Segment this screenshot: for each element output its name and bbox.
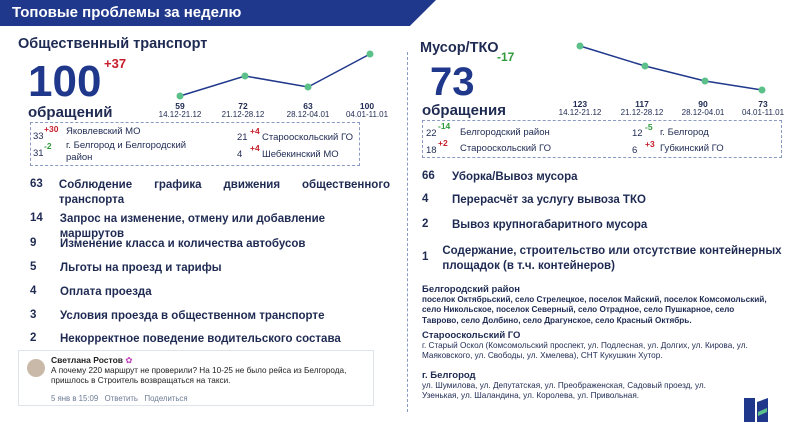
transport-district-delta: +4 [250, 126, 260, 136]
issue-text: Вывоз крупногабаритного мусора [452, 219, 648, 231]
transport-chart-label-1: 59 14.12-21.12 [158, 101, 202, 119]
garbage-district-name: Старооскольский ГО [460, 143, 551, 154]
garbage-district-name: Белгородский район [460, 127, 550, 138]
garbage-chart-point-2 [642, 63, 649, 70]
location-text: ул. Шумилова, ул. Депутатская, ул. Преображенская, Садовый проезд, ул. Узенькая, ул. Шаландина, ул. Королева, ул. Привольная. [422, 381, 706, 401]
location-text: г. Старый Оскол (Комсомольский проспект, ул. Подлесная, ул. Долгих, ул. Кирова, ул. Маяковского, ул. Свободы, ул. Хмелева), СНТ Кукушкин Хутор. [422, 341, 748, 361]
garbage-location-block [422, 330, 772, 362]
garbage-chart-point-3 [702, 78, 709, 85]
comment-time: 5 янв в 15:09 [51, 394, 99, 403]
garbage-district-delta: +3 [645, 139, 655, 149]
issue-count: 66 [422, 170, 435, 182]
garbage-chart-label-2: 117 21.12-28.12 [620, 99, 664, 117]
location-title: Старооскольский ГО [422, 330, 521, 341]
transport-unit: обращений [28, 104, 113, 121]
garbage-issue-row [422, 218, 792, 233]
garbage-district-delta: -14 [438, 121, 451, 131]
location-title: г. Белгород [422, 370, 476, 381]
location-title: Белгородский район [422, 284, 520, 295]
garbage-chart-label-3: 90 28.12-04.01 [681, 99, 725, 117]
garbage-district-name: г. Белгород [660, 127, 709, 138]
issue-count: 1 [422, 251, 429, 263]
social-comment [18, 350, 374, 406]
issue-count: 4 [422, 193, 429, 205]
transport-district-count: 4 [237, 149, 243, 160]
transport-district-name: Яковлевский МО [66, 126, 141, 137]
issue-text: Запрос на изменение, отмену или добавление маршрутов [59, 213, 326, 240]
transport-district-name: г. Белгород и Белгородский район [66, 140, 187, 164]
issue-text: Изменение класса и количества автобусов [60, 238, 306, 250]
transport-district-delta: +4 [250, 143, 260, 153]
garbage-chart-point-4 [759, 87, 766, 94]
garbage-location-block [422, 370, 742, 402]
transport-chart-point-2 [242, 73, 249, 80]
transport-chart-label-4: 100 04.01-11.01 [345, 101, 389, 119]
garbage-chart-line [580, 46, 762, 90]
page-title: Топовые проблемы за неделю [12, 4, 242, 21]
transport-chart-label-3: 63 28.12-04.01 [286, 101, 330, 119]
transport-issue-row [30, 309, 390, 324]
garbage-issue-row [422, 193, 792, 208]
garbage-district-delta: -5 [645, 122, 653, 132]
transport-section-title: Общественный транспорт [18, 36, 208, 52]
issue-text: Оплата проезда [60, 286, 152, 298]
transport-chart-point-4 [367, 51, 374, 58]
issue-count: 14 [30, 212, 43, 224]
garbage-total: 73 [430, 60, 475, 104]
garbage-district-count: 6 [632, 145, 638, 156]
transport-issue-row [30, 285, 390, 300]
garbage-district-count: 12 [632, 128, 643, 139]
garbage-section-title: Мусор/ТКО [420, 40, 499, 56]
garbage-delta: -17 [497, 50, 515, 64]
transport-delta: +37 [104, 56, 127, 71]
garbage-issue-row [422, 244, 792, 274]
issue-count: 63 [30, 178, 43, 190]
garbage-district-name: Губкинский ГО [660, 143, 724, 154]
issue-text: Льготы на проезд и тарифы [60, 262, 222, 274]
garbage-chart-label-1: 123 14.12-21.12 [558, 99, 602, 117]
issue-count: 2 [422, 218, 429, 230]
issue-count: 2 [30, 332, 37, 344]
issue-text: Перерасчёт за услугу вывоза ТКО [452, 194, 646, 206]
issue-text: Соблюдение графика движения общественного транспорта [58, 179, 390, 206]
comment-meta [51, 394, 188, 403]
garbage-unit: обращения [422, 102, 506, 119]
transport-issue-row [30, 178, 390, 208]
logo-icon [744, 398, 768, 422]
garbage-chart-point-1 [577, 43, 584, 50]
comment-text: А почему 220 маршрут не проверили? На 10-25 не было рейса из Белгорода, пришлось в Строитель возвращаться на такси. [51, 366, 347, 386]
issue-count: 4 [30, 285, 37, 297]
garbage-district-count: 18 [426, 145, 437, 156]
garbage-location-block [422, 284, 772, 326]
comment-author[interactable]: Светлана Ростов ✿ [51, 355, 133, 365]
transport-district-count: 33 [33, 131, 44, 142]
transport-chart-point-3 [305, 84, 312, 91]
transport-issue-row [30, 261, 390, 276]
garbage-issue-row [422, 170, 792, 185]
issue-text: Содержание, строительство или отсутствие контейнерных площадок (в т.ч. контейнеров) [442, 245, 782, 272]
transport-chart-label-2: 72 21.12-28.12 [221, 101, 265, 119]
transport-district-name: Шебекинский МО [262, 149, 339, 160]
issue-count: 5 [30, 261, 37, 273]
transport-issue-row [30, 332, 390, 347]
issue-text: Условия проезда в общественном транспорте [60, 310, 325, 322]
avatar[interactable] [27, 359, 45, 377]
issue-text: Некорректное поведение водительского состава [60, 333, 341, 345]
issue-count: 9 [30, 237, 37, 249]
transport-district-delta: +30 [44, 124, 59, 134]
transport-total: 100 [28, 57, 102, 106]
transport-chart-point-1 [177, 93, 184, 100]
section-divider [407, 52, 408, 412]
garbage-district-count: 22 [426, 128, 437, 139]
garbage-line-chart [550, 38, 790, 98]
transport-district-count: 21 [237, 132, 248, 143]
garbage-district-delta: +2 [438, 138, 448, 148]
badge-icon: ✿ [125, 355, 133, 365]
transport-line-chart [150, 46, 390, 106]
issue-count: 3 [30, 309, 37, 321]
transport-chart-line [180, 54, 370, 96]
transport-district-delta: -2 [44, 141, 52, 151]
garbage-chart-label-4: 73 04.01-11.01 [741, 99, 785, 117]
issue-text: Уборка/Вывоз мусора [452, 171, 578, 183]
location-text: поселок Октябрьский, село Стрелецкое, поселок Майский, поселок Комсомольский, село Никольское, поселок Северный, село Отрадное, село Пушкарное, село Таврово, село Долбино, село Драгунское, село Красный Октябрь. [422, 295, 767, 325]
reply-link[interactable]: Ответить [104, 394, 138, 403]
transport-district-count: 31 [33, 148, 44, 159]
share-link[interactable]: Поделиться [144, 394, 188, 403]
transport-district-name: Старооскольский ГО [262, 132, 353, 143]
transport-issue-row [30, 237, 390, 252]
